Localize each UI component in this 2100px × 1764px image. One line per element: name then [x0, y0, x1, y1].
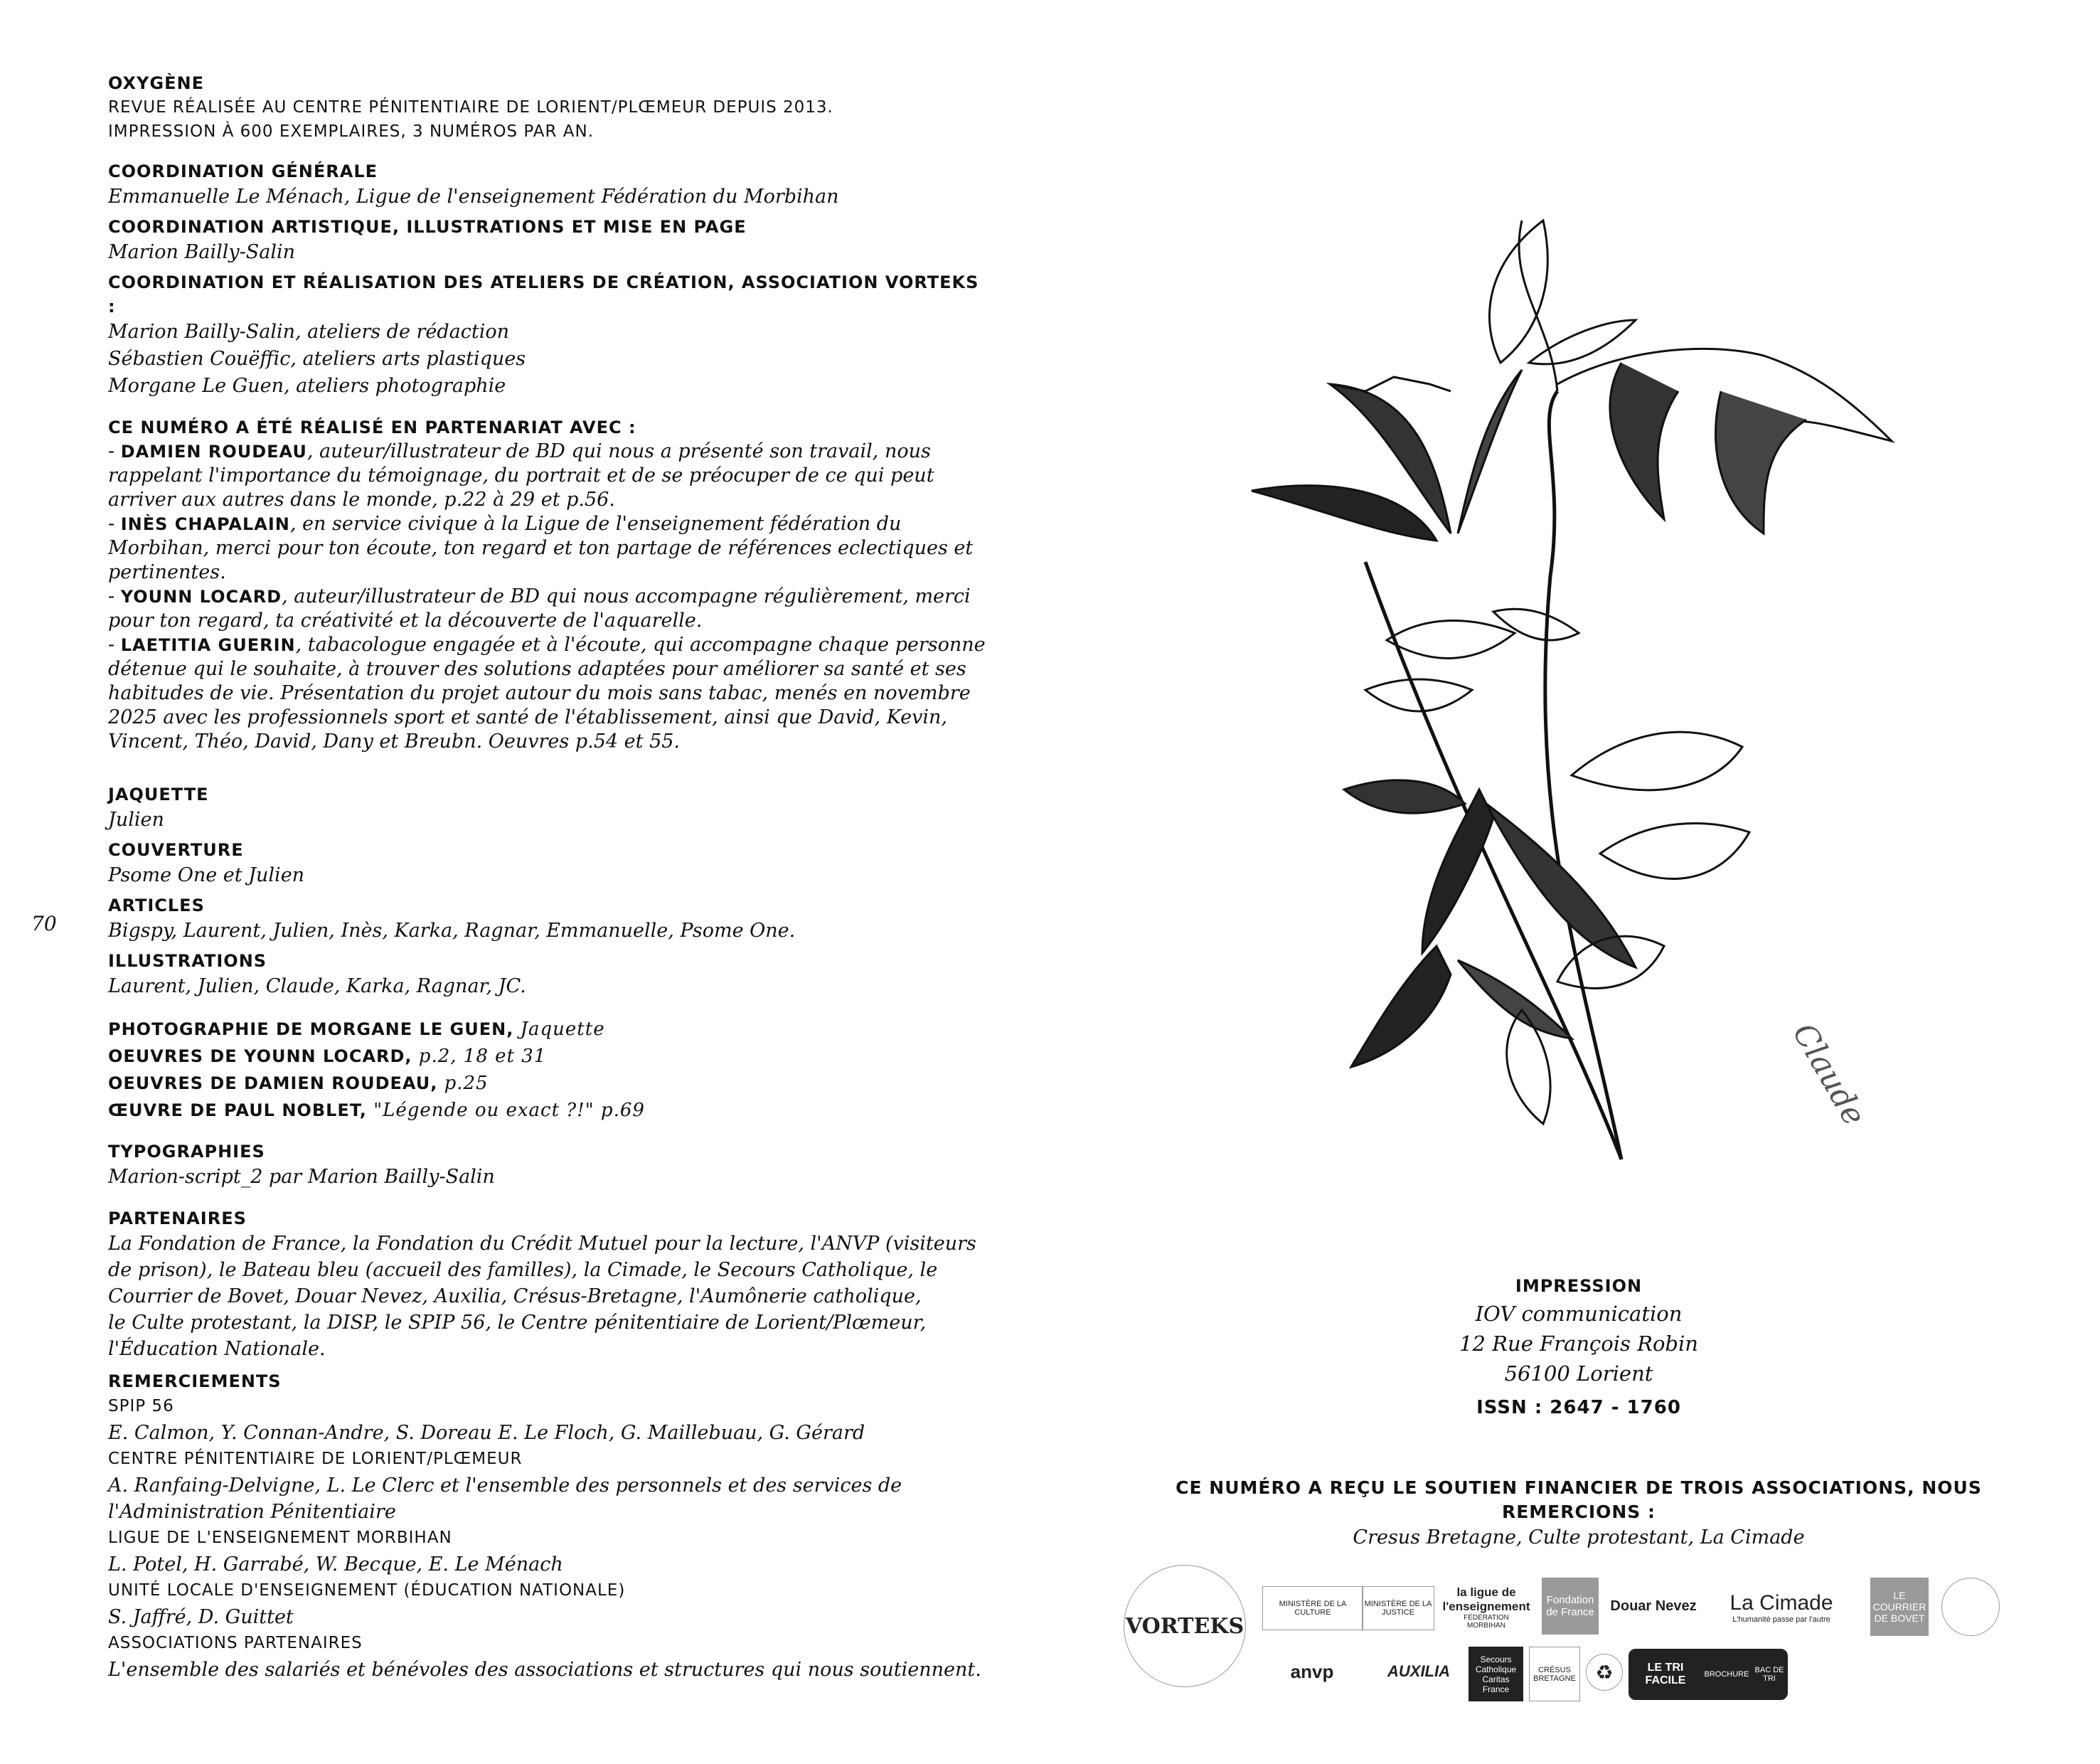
recycle-icon: ♻: [1586, 1654, 1623, 1691]
photo-credit-label: OEUVRES DE DAMIEN ROUDEAU,: [108, 1073, 438, 1093]
fondation-de-france-logo: Fondation de France: [1542, 1578, 1599, 1635]
coord-generale-heading: COORDINATION GÉNÉRALE: [108, 161, 378, 181]
articles-text: Bigspy, Laurent, Julien, Inès, Karka, Ragnar, Emmanuelle, Psome One.: [108, 920, 796, 942]
douar-nevez-logo: Douar Nevez: [1610, 1598, 1697, 1614]
partenariat-item: - INÈS CHAPALAIN, en service civique à la Ligue de l'enseignement fédération du: [108, 513, 902, 535]
partenaires-line: Courrier de Bovet, Douar Nevez, Auxilia, Crésus-Bretagne, l'Aumônerie catholique,: [108, 1285, 922, 1307]
photo-credit: [108, 1097, 990, 1124]
impression-line: 12 Rue François Robin: [1459, 1332, 1698, 1356]
couverture-text: Psome One et Julien: [108, 864, 305, 886]
partenariat-item: - DAMIEN ROUDEAU, auteur/illustrateur de BD qui nous a présenté son travail, nous: [108, 440, 931, 462]
partner-text: Morbihan, merci pour ton écoute, ton regard et ton partage de références eclectiques et: [108, 537, 974, 559]
typographies-heading: TYPOGRAPHIES: [108, 1142, 265, 1162]
remerciements-names: L. Potel, H. Garrabé, W. Becque, E. Le Ménach: [108, 1553, 563, 1576]
oxygene-title: OXYGÈNE: [108, 73, 205, 93]
partner-text: pour ton regard, ta créativité et la découverte de l'aquarelle.: [108, 610, 703, 632]
support-heading: CE NUMÉRO A REÇU LE SOUTIEN FINANCIER DE TROIS ASSOCIATIONS, NOUS REMERCIONS :: [1176, 1477, 1982, 1522]
partner-text: Vincent, Théo, David, Dany et Breubn. Oeuvres p.54 et 55.: [108, 730, 681, 753]
partner-name: INÈS CHAPALAIN: [120, 514, 290, 534]
partenariat-list: [108, 440, 990, 754]
issn: ISSN : 2647 - 1760: [1476, 1397, 1681, 1418]
flower-illustration: [1223, 178, 1920, 1188]
artist-signature: Claude: [1785, 1017, 1872, 1132]
partner-text: habitudes de vie. Présentation du projet autour du mois sans tabac, menés en novembre: [108, 682, 971, 704]
photo-credit-label: ŒUVRE DE PAUL NOBLET,: [108, 1100, 367, 1120]
partenaires-line: le Culte protestant, la DISP, le SPIP 56, le Centre pénitentiaire de Lorient/Plœmeur,: [108, 1312, 927, 1334]
support-block: [1138, 1476, 2020, 1551]
ligue-sub: FÉDÉRATION MORBIHAN: [1464, 1614, 1509, 1630]
bateau-bleu-logo: [1941, 1578, 2000, 1636]
oxygene-section: [108, 71, 990, 144]
page-number: 70: [31, 912, 57, 935]
coord-ateliers-heading: COORDINATION ET RÉALISATION DES ATELIERS DE CRÉATION, ASSOCIATION VORTEKS :: [108, 272, 979, 317]
partner-text: , auteur/illustrateur de BD qui nous accompagne régulièrement, merci: [282, 585, 971, 607]
partenaires-line: de prison), le Bateau bleu (accueil des familles), la Cimade, le Secours Catholique, le: [108, 1259, 938, 1281]
ligue-logo: [1444, 1586, 1529, 1629]
auxilia-logo: AUXILIA: [1387, 1662, 1450, 1680]
partner-text: arriver aux autres dans le monde, p.22 à 29 et p.56.: [108, 489, 615, 511]
remerciements-names: l'Administration Pénitentiaire: [108, 1501, 396, 1523]
couverture-heading: COUVERTURE: [108, 840, 244, 860]
partenariat-heading: CE NUMÉRO A ÉTÉ RÉALISÉ EN PARTENARIAT AVEC :: [108, 418, 636, 437]
photo-credit: [108, 1070, 990, 1097]
brochure-logo: BROCHURE: [1701, 1649, 1752, 1700]
secours-catholique-logo: Secours Catholique Caritas France: [1469, 1647, 1523, 1701]
partner-name: YOUNN LOCARD: [120, 587, 282, 607]
partenaires-line: La Fondation de France, la Fondation du Crédit Mutuel pour la lecture, l'ANVP (visiteurs: [108, 1233, 976, 1255]
coord-artistique-heading: COORDINATION ARTISTIQUE, ILLUSTRATIONS ET MISE EN PAGE: [108, 217, 747, 237]
partner-text: , auteur/illustrateur de BD qui nous a présenté son travail, nous: [307, 440, 931, 462]
remerciements-group: ASSOCIATIONS PARTENAIRES: [108, 1634, 363, 1652]
partenariat-item: - YOUNN LOCARD, auteur/illustrateur de BD qui nous accompagne régulièrement, merci: [108, 585, 971, 607]
ligue-name: la ligue de l'enseignement: [1442, 1585, 1530, 1613]
remerciements-names: A. Ranfaing-Delvigne, L. Le Clerc et l'ensemble des personnels et des services de: [108, 1475, 902, 1497]
illustrations-heading: ILLUSTRATIONS: [108, 951, 267, 971]
tri-facile-logo: LE TRI FACILE: [1629, 1649, 1702, 1700]
remerciements-group: SPIP 56: [108, 1397, 174, 1415]
partner-text: , en service civique à la Ligue de l'enseignement fédération du: [289, 513, 902, 535]
articles-heading: ARTICLES: [108, 896, 205, 915]
oxygene-line: REVUE RÉALISÉE AU CENTRE PÉNITENTIAIRE DE LORIENT/PLŒMEUR DEPUIS 2013.: [108, 98, 833, 117]
photo-credit: [108, 1043, 990, 1070]
photo-credit-detail: p.25: [437, 1073, 489, 1094]
oxygene-line: IMPRESSION À 600 EXEMPLAIRES, 3 NUMÉROS PAR AN.: [108, 122, 595, 141]
cresus-logo: CRÉSUS BRETAGNE: [1529, 1647, 1580, 1701]
credits-column: [108, 71, 990, 1683]
partner-text: pertinentes.: [108, 561, 226, 583]
ministere-justice-logo: MINISTÈRE DE LA JUSTICE: [1362, 1586, 1434, 1630]
remerciements-heading: REMERCIEMENTS: [108, 1371, 282, 1391]
bac-de-tri-logo: BAC DE TRI: [1751, 1649, 1788, 1700]
partenaires-heading: PARTENAIRES: [108, 1208, 247, 1228]
courrier-de-bovet-logo: LE COURRIER DE BOVET: [1870, 1578, 1929, 1636]
jaquette-heading: JAQUETTE: [108, 785, 209, 804]
photo-credit-detail: Jaquette: [513, 1019, 605, 1040]
atelier-line: Sébastien Couëffic, ateliers arts plastiques: [108, 348, 526, 370]
partner-text: 2025 avec les professionnels sport et santé de l'établissement, ainsi que David, Kevin,: [108, 706, 947, 728]
ministere-culture-logo: MINISTÈRE DE LA CULTURE: [1262, 1586, 1363, 1630]
impression-heading: IMPRESSION: [1515, 1276, 1643, 1296]
remerciements-group: CENTRE PÉNITENTIAIRE DE LORIENT/PLŒMEUR: [108, 1450, 523, 1468]
partenariat-item: - LAETITIA GUERIN, tabacologue engagée et à l'écoute, qui accompagne chaque personne: [108, 634, 986, 656]
support-text: Cresus Bretagne, Culte protestant, La Cimade: [1353, 1526, 1805, 1548]
cimade-name: La Cimade: [1729, 1591, 1833, 1615]
illustrations-text: Laurent, Julien, Claude, Karka, Ragnar, JC.: [108, 975, 526, 997]
atelier-line: Marion Bailly-Salin, ateliers de rédaction: [108, 321, 510, 343]
typographies-text: Marion-script_2 par Marion Bailly-Salin: [108, 1166, 495, 1188]
partner-logos: [1124, 1565, 2041, 1700]
cimade-tagline: L'humanité passe par l'autre: [1732, 1615, 1830, 1624]
remerciements-list: [108, 1393, 990, 1683]
coord-artistique-text: Marion Bailly-Salin: [108, 241, 295, 263]
vorteks-logo: VORTEKS: [1124, 1565, 1246, 1687]
photo-credit-label: OEUVRES DE YOUNN LOCARD,: [108, 1046, 412, 1066]
remerciements-group: LIGUE DE L'ENSEIGNEMENT MORBIHAN: [108, 1529, 452, 1547]
partner-text: rappelant l'importance du témoignage, du portrait et de se préocuper de ce qui peut: [108, 464, 934, 487]
coord-generale-text: Emmanuelle Le Ménach, Ligue de l'enseignement Fédération du Morbihan: [108, 186, 839, 208]
photo-credit-label: PHOTOGRAPHIE DE MORGANE LE GUEN,: [108, 1019, 514, 1039]
atelier-line: Morgane Le Guen, ateliers photographie: [108, 375, 506, 397]
remerciements-group: UNITÉ LOCALE D'ENSEIGNEMENT (ÉDUCATION NATIONALE): [108, 1581, 626, 1600]
impression-block: [1394, 1273, 1764, 1418]
remerciements-names: E. Calmon, Y. Connan-Andre, S. Doreau E. Le Floch, G. Maillebuau, G. Gérard: [108, 1422, 865, 1444]
remerciements-names: L'ensemble des salariés et bénévoles des associations et structures qui nous soutiennent.: [108, 1659, 981, 1681]
partner-name: DAMIEN ROUDEAU: [120, 442, 307, 462]
anvp-logo: anvp: [1290, 1660, 1334, 1682]
partenaires-line: l'Éducation Nationale.: [108, 1338, 326, 1360]
photo-credit-detail: "Légende ou exact ?!" p.69: [366, 1100, 645, 1121]
impression-line: 56100 Lorient: [1504, 1361, 1653, 1386]
impression-line: IOV communication: [1475, 1302, 1683, 1326]
photo-credit-detail: p.2, 18 et 31: [412, 1046, 547, 1067]
partner-text: , tabacologue engagée et à l'écoute, qui accompagne chaque personne: [295, 634, 986, 656]
photo-credit: [108, 1016, 990, 1043]
partner-text: détenue qui le souhaite, à trouver des solutions adaptées pour améliorer sa santé et ses: [108, 658, 966, 680]
cimade-logo: [1714, 1586, 1849, 1629]
remerciements-names: S. Jaffré, D. Guittet: [108, 1606, 294, 1628]
partner-name: LAETITIA GUERIN: [120, 635, 296, 655]
jaquette-text: Julien: [108, 809, 164, 831]
